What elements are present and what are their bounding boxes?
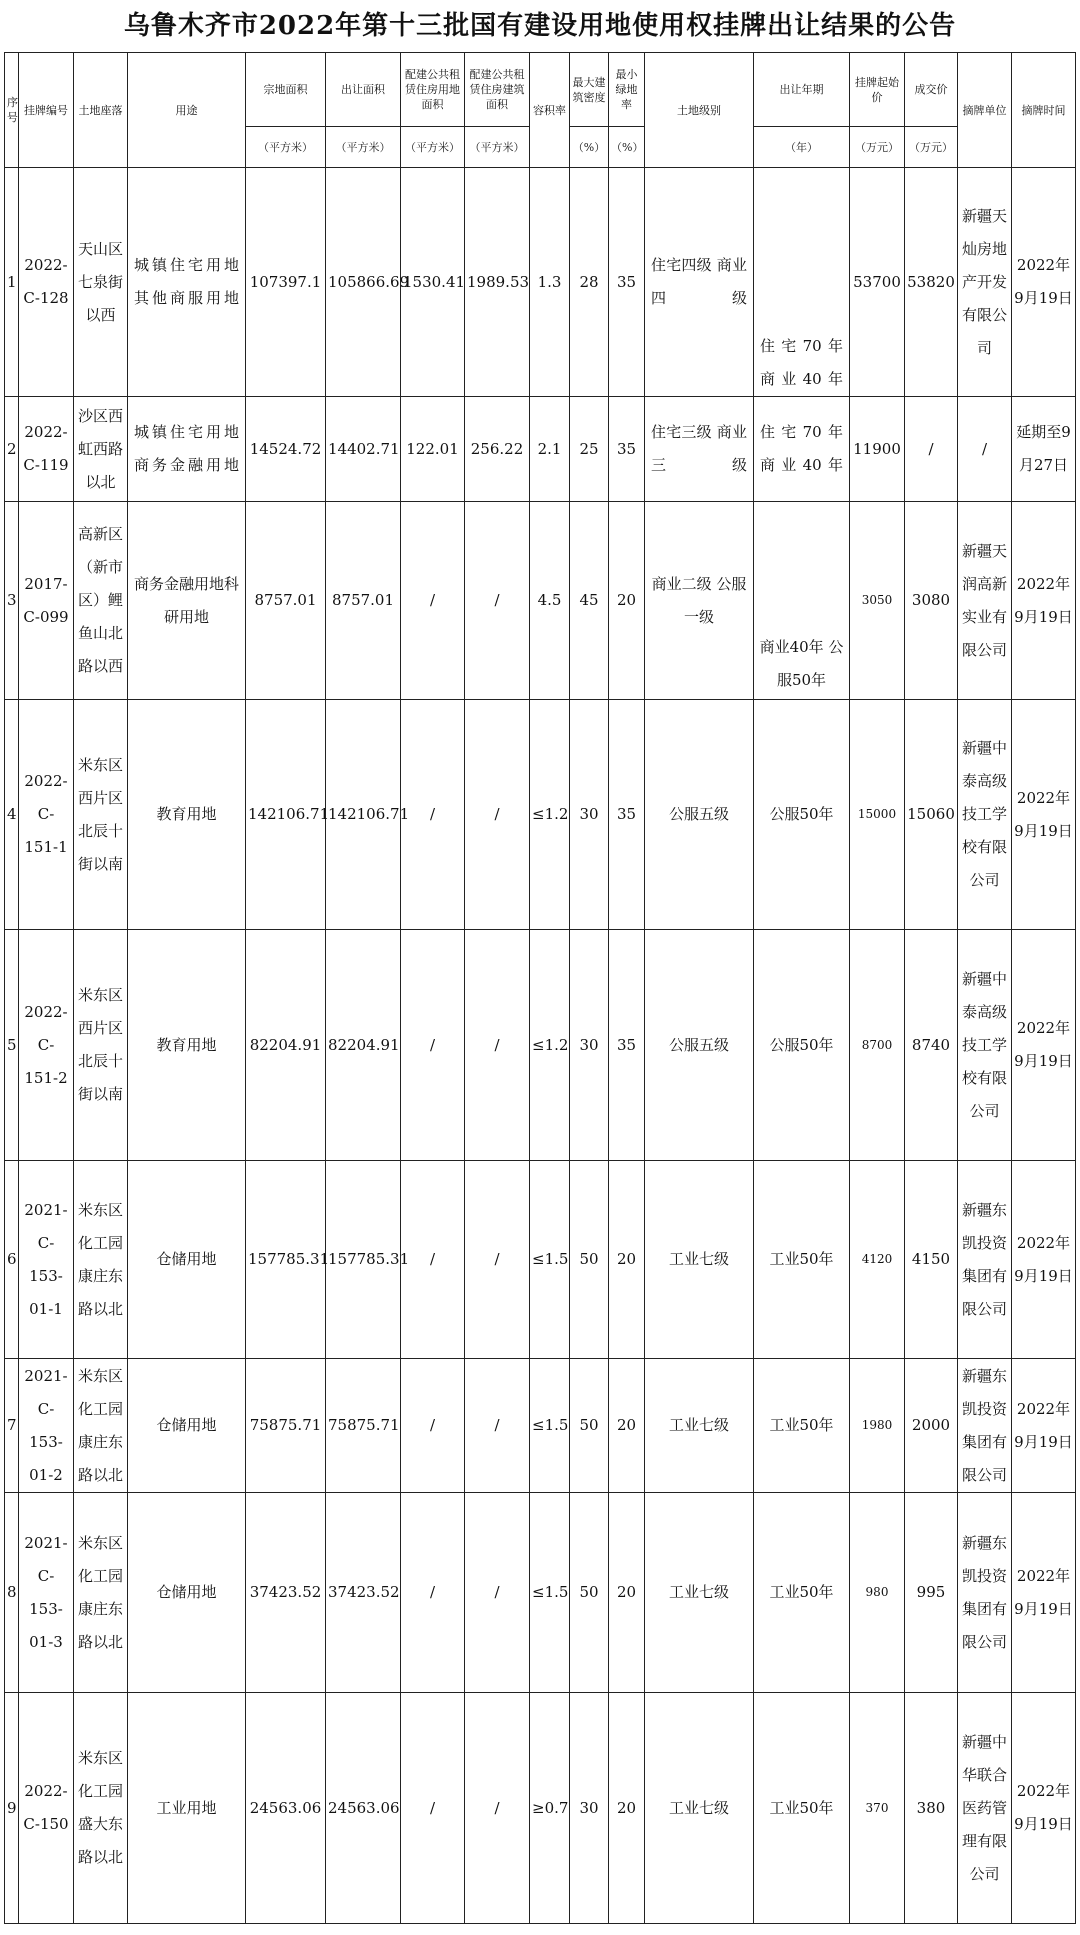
cell-density: 25 [570,397,609,502]
col-rent-build: 配建公共租赁住房建筑面积 [465,53,530,127]
cell-grade: 住宅三级 商业三级 [645,397,754,502]
cell-start-price: 980 [850,1493,905,1693]
cell-code: 2022-C-151-1 [19,700,74,930]
cell-rent-build: / [465,502,530,700]
unit-area: （平方米） [246,127,326,168]
cell-density: 50 [570,1359,609,1493]
cell-sold-area: 157785.31 [326,1161,401,1359]
cell-use: 工业用地 [128,1693,246,1924]
cell-use: 仓储用地 [128,1359,246,1493]
cell-location: 米东区化工园康庄东路以北 [74,1493,128,1693]
cell-start-price: 1980 [850,1359,905,1493]
cell-deal-price: 8740 [905,930,958,1161]
cell-grade: 公服五级 [645,930,754,1161]
table-row [5,397,1076,502]
table-row [5,502,1076,700]
cell-deal-price: 380 [905,1693,958,1924]
cell-use: 城镇住宅用地 商务金融用地 [128,397,246,502]
cell-years: 工业50年 [754,1693,850,1924]
cell-location: 米东区化工园康庄东路以北 [74,1161,128,1359]
cell-deal-price: 53820 [905,168,958,397]
unit-deal-price: （万元） [905,127,958,168]
unit-rent-build: （平方米） [465,127,530,168]
cell-deal-price: 995 [905,1493,958,1693]
cell-rent-land: / [401,502,465,700]
cell-code: 2022-C-151-2 [19,930,74,1161]
cell-code: 2022-C-119 [19,397,74,502]
cell-far: ≤1.5 [530,1359,570,1493]
cell-start-price: 370 [850,1693,905,1924]
cell-green: 35 [609,930,645,1161]
cell-rent-land: / [401,1161,465,1359]
land-results-table [4,52,1076,1924]
cell-sold-area: 142106.71 [326,700,401,930]
cell-years: 商业40年 公服50年 [754,502,850,700]
cell-sold-area: 75875.71 [326,1359,401,1493]
cell-grade: 住宅四级 商业四级 [645,168,754,397]
cell-use: 教育用地 [128,700,246,930]
col-location: 土地座落 [74,53,128,168]
cell-seq: 6 [5,1161,19,1359]
cell-years: 工业50年 [754,1359,850,1493]
col-far: 容积率 [530,53,570,168]
cell-green: 35 [609,397,645,502]
unit-density: （%） [570,127,609,168]
cell-start-price: 15000 [850,700,905,930]
cell-winner: 新疆东凯投资集团有限公司 [958,1493,1012,1693]
cell-code: 2022-C-128 [19,168,74,397]
col-deal-price: 成交价 [905,53,958,127]
cell-time: 2022年9月19日 [1012,1161,1076,1359]
cell-seq: 1 [5,168,19,397]
cell-grade: 工业七级 [645,1493,754,1693]
cell-winner: 新疆中泰高级技工学校有限公司 [958,700,1012,930]
table-row [5,168,1076,397]
cell-density: 30 [570,700,609,930]
cell-rent-land: / [401,1693,465,1924]
cell-time: 2022年9月19日 [1012,1693,1076,1924]
cell-location: 米东区西片区北辰十街以南 [74,700,128,930]
cell-area: 82204.91 [246,930,326,1161]
col-start-price: 挂牌起始价 [850,53,905,127]
cell-use: 商务金融用地科研用地 [128,502,246,700]
cell-rent-land: / [401,1493,465,1693]
col-rent-land: 配建公共租赁住房用地面积 [401,53,465,127]
cell-density: 50 [570,1161,609,1359]
cell-location: 米东区化工园盛大东路以北 [74,1693,128,1924]
cell-far: 1.3 [530,168,570,397]
col-use: 用途 [128,53,246,168]
unit-green: （%） [609,127,645,168]
cell-area: 157785.31 [246,1161,326,1359]
table-row [5,1493,1076,1693]
cell-rent-land: / [401,930,465,1161]
cell-winner: / [958,397,1012,502]
cell-use: 仓储用地 [128,1493,246,1693]
cell-winner: 新疆东凯投资集团有限公司 [958,1161,1012,1359]
cell-use: 城镇住宅用地 其他商服用地 [128,168,246,397]
cell-code: 2021-C-153-01-2 [19,1359,74,1493]
cell-rent-build: / [465,1493,530,1693]
cell-sold-area: 37423.52 [326,1493,401,1693]
cell-time: 2022年9月19日 [1012,700,1076,930]
cell-deal-price: 15060 [905,700,958,930]
cell-rent-build: / [465,930,530,1161]
col-sold-area: 出让面积 [326,53,401,127]
cell-area: 75875.71 [246,1359,326,1493]
cell-rent-build: 256.22 [465,397,530,502]
cell-density: 28 [570,168,609,397]
cell-green: 35 [609,168,645,397]
cell-time: 延期至9月27日 [1012,397,1076,502]
cell-rent-build: 1989.53 [465,168,530,397]
cell-start-price: 53700 [850,168,905,397]
col-grade: 土地级别 [645,53,754,168]
cell-time: 2022年9月19日 [1012,502,1076,700]
table-row [5,930,1076,1161]
cell-start-price: 8700 [850,930,905,1161]
cell-location: 沙区西虹西路以北 [74,397,128,502]
cell-seq: 5 [5,930,19,1161]
cell-area: 142106.71 [246,700,326,930]
col-density: 最大建筑密度 [570,53,609,127]
cell-rent-build: / [465,1693,530,1924]
cell-code: 2021-C-153-01-1 [19,1161,74,1359]
col-area: 宗地面积 [246,53,326,127]
cell-grade: 工业七级 [645,1693,754,1924]
cell-area: 24563.06 [246,1693,326,1924]
cell-rent-land: / [401,1359,465,1493]
cell-location: 高新区（新市区）鲤鱼山北路以西 [74,502,128,700]
cell-seq: 7 [5,1359,19,1493]
col-green: 最小绿地率 [609,53,645,127]
cell-seq: 8 [5,1493,19,1693]
unit-years: （年） [754,127,850,168]
cell-years: 工业50年 [754,1493,850,1693]
cell-seq: 3 [5,502,19,700]
unit-sold-area: （平方米） [326,127,401,168]
cell-green: 35 [609,700,645,930]
cell-green: 20 [609,1161,645,1359]
table-row [5,700,1076,930]
cell-green: 20 [609,1693,645,1924]
cell-deal-price: 3080 [905,502,958,700]
unit-rent-land: （平方米） [401,127,465,168]
cell-deal-price: 2000 [905,1359,958,1493]
cell-far: ≤1.2 [530,930,570,1161]
cell-green: 20 [609,1359,645,1493]
cell-sold-area: 14402.71 [326,397,401,502]
cell-start-price: 11900 [850,397,905,502]
cell-code: 2022-C-150 [19,1693,74,1924]
cell-start-price: 3050 [850,502,905,700]
cell-winner: 新疆天润高新实业有限公司 [958,502,1012,700]
col-code: 挂牌编号 [19,53,74,168]
cell-green: 20 [609,1493,645,1693]
cell-sold-area: 24563.06 [326,1693,401,1924]
cell-area: 8757.01 [246,502,326,700]
cell-deal-price: / [905,397,958,502]
cell-rent-land: 1530.41 [401,168,465,397]
cell-years: 住宅70年 商业40年 [754,168,850,397]
cell-deal-price: 4150 [905,1161,958,1359]
cell-location: 米东区西片区北辰十街以南 [74,930,128,1161]
cell-far: 4.5 [530,502,570,700]
cell-area: 14524.72 [246,397,326,502]
page-title: 乌鲁木齐市2022年第十三批国有建设用地使用权挂牌出让结果的公告 [123,11,957,41]
cell-years: 公服50年 [754,930,850,1161]
cell-grade: 工业七级 [645,1161,754,1359]
cell-area: 37423.52 [246,1493,326,1693]
cell-sold-area: 8757.01 [326,502,401,700]
col-seq: 序号 [5,53,19,168]
table-row [5,1359,1076,1493]
header-row [5,53,1076,127]
cell-start-price: 4120 [850,1161,905,1359]
cell-seq: 2 [5,397,19,502]
col-time: 摘牌时间 [1012,53,1076,168]
cell-grade: 商业二级 公服一级 [645,502,754,700]
cell-years: 住宅70年 商业40年 [754,397,850,502]
cell-time: 2022年9月19日 [1012,930,1076,1161]
col-winner: 摘牌单位 [958,53,1012,168]
cell-sold-area: 82204.91 [326,930,401,1161]
cell-far: ≥0.7 [530,1693,570,1924]
cell-grade: 公服五级 [645,700,754,930]
cell-area: 107397.1 [246,168,326,397]
cell-time: 2022年9月19日 [1012,1493,1076,1693]
cell-rent-build: / [465,1359,530,1493]
cell-winner: 新疆天灿房地产开发有限公司 [958,168,1012,397]
cell-code: 2021-C-153-01-3 [19,1493,74,1693]
cell-location: 米东区化工园康庄东路以北 [74,1359,128,1493]
cell-use: 教育用地 [128,930,246,1161]
cell-far: 2.1 [530,397,570,502]
cell-grade: 工业七级 [645,1359,754,1493]
cell-rent-build: / [465,1161,530,1359]
cell-time: 2022年9月19日 [1012,168,1076,397]
table-row [5,1693,1076,1924]
cell-far: ≤1.5 [530,1161,570,1359]
cell-winner: 新疆东凯投资集团有限公司 [958,1359,1012,1493]
cell-seq: 9 [5,1693,19,1924]
cell-years: 公服50年 [754,700,850,930]
cell-code: 2017-C-099 [19,502,74,700]
cell-far: ≤1.2 [530,700,570,930]
col-years: 出让年期 [754,53,850,127]
cell-density: 45 [570,502,609,700]
cell-sold-area: 105866.69 [326,168,401,397]
cell-seq: 4 [5,700,19,930]
cell-green: 20 [609,502,645,700]
table-row [5,1161,1076,1359]
cell-use: 仓储用地 [128,1161,246,1359]
cell-rent-build: / [465,700,530,930]
cell-winner: 新疆中泰高级技工学校有限公司 [958,930,1012,1161]
cell-rent-land: 122.01 [401,397,465,502]
cell-time: 2022年9月19日 [1012,1359,1076,1493]
cell-winner: 新疆中华联合医药管理有限公司 [958,1693,1012,1924]
cell-far: ≤1.5 [530,1493,570,1693]
cell-years: 工业50年 [754,1161,850,1359]
cell-density: 50 [570,1493,609,1693]
unit-start-price: （万元） [850,127,905,168]
cell-location: 天山区七泉街以西 [74,168,128,397]
cell-density: 30 [570,930,609,1161]
cell-density: 30 [570,1693,609,1924]
cell-rent-land: / [401,700,465,930]
